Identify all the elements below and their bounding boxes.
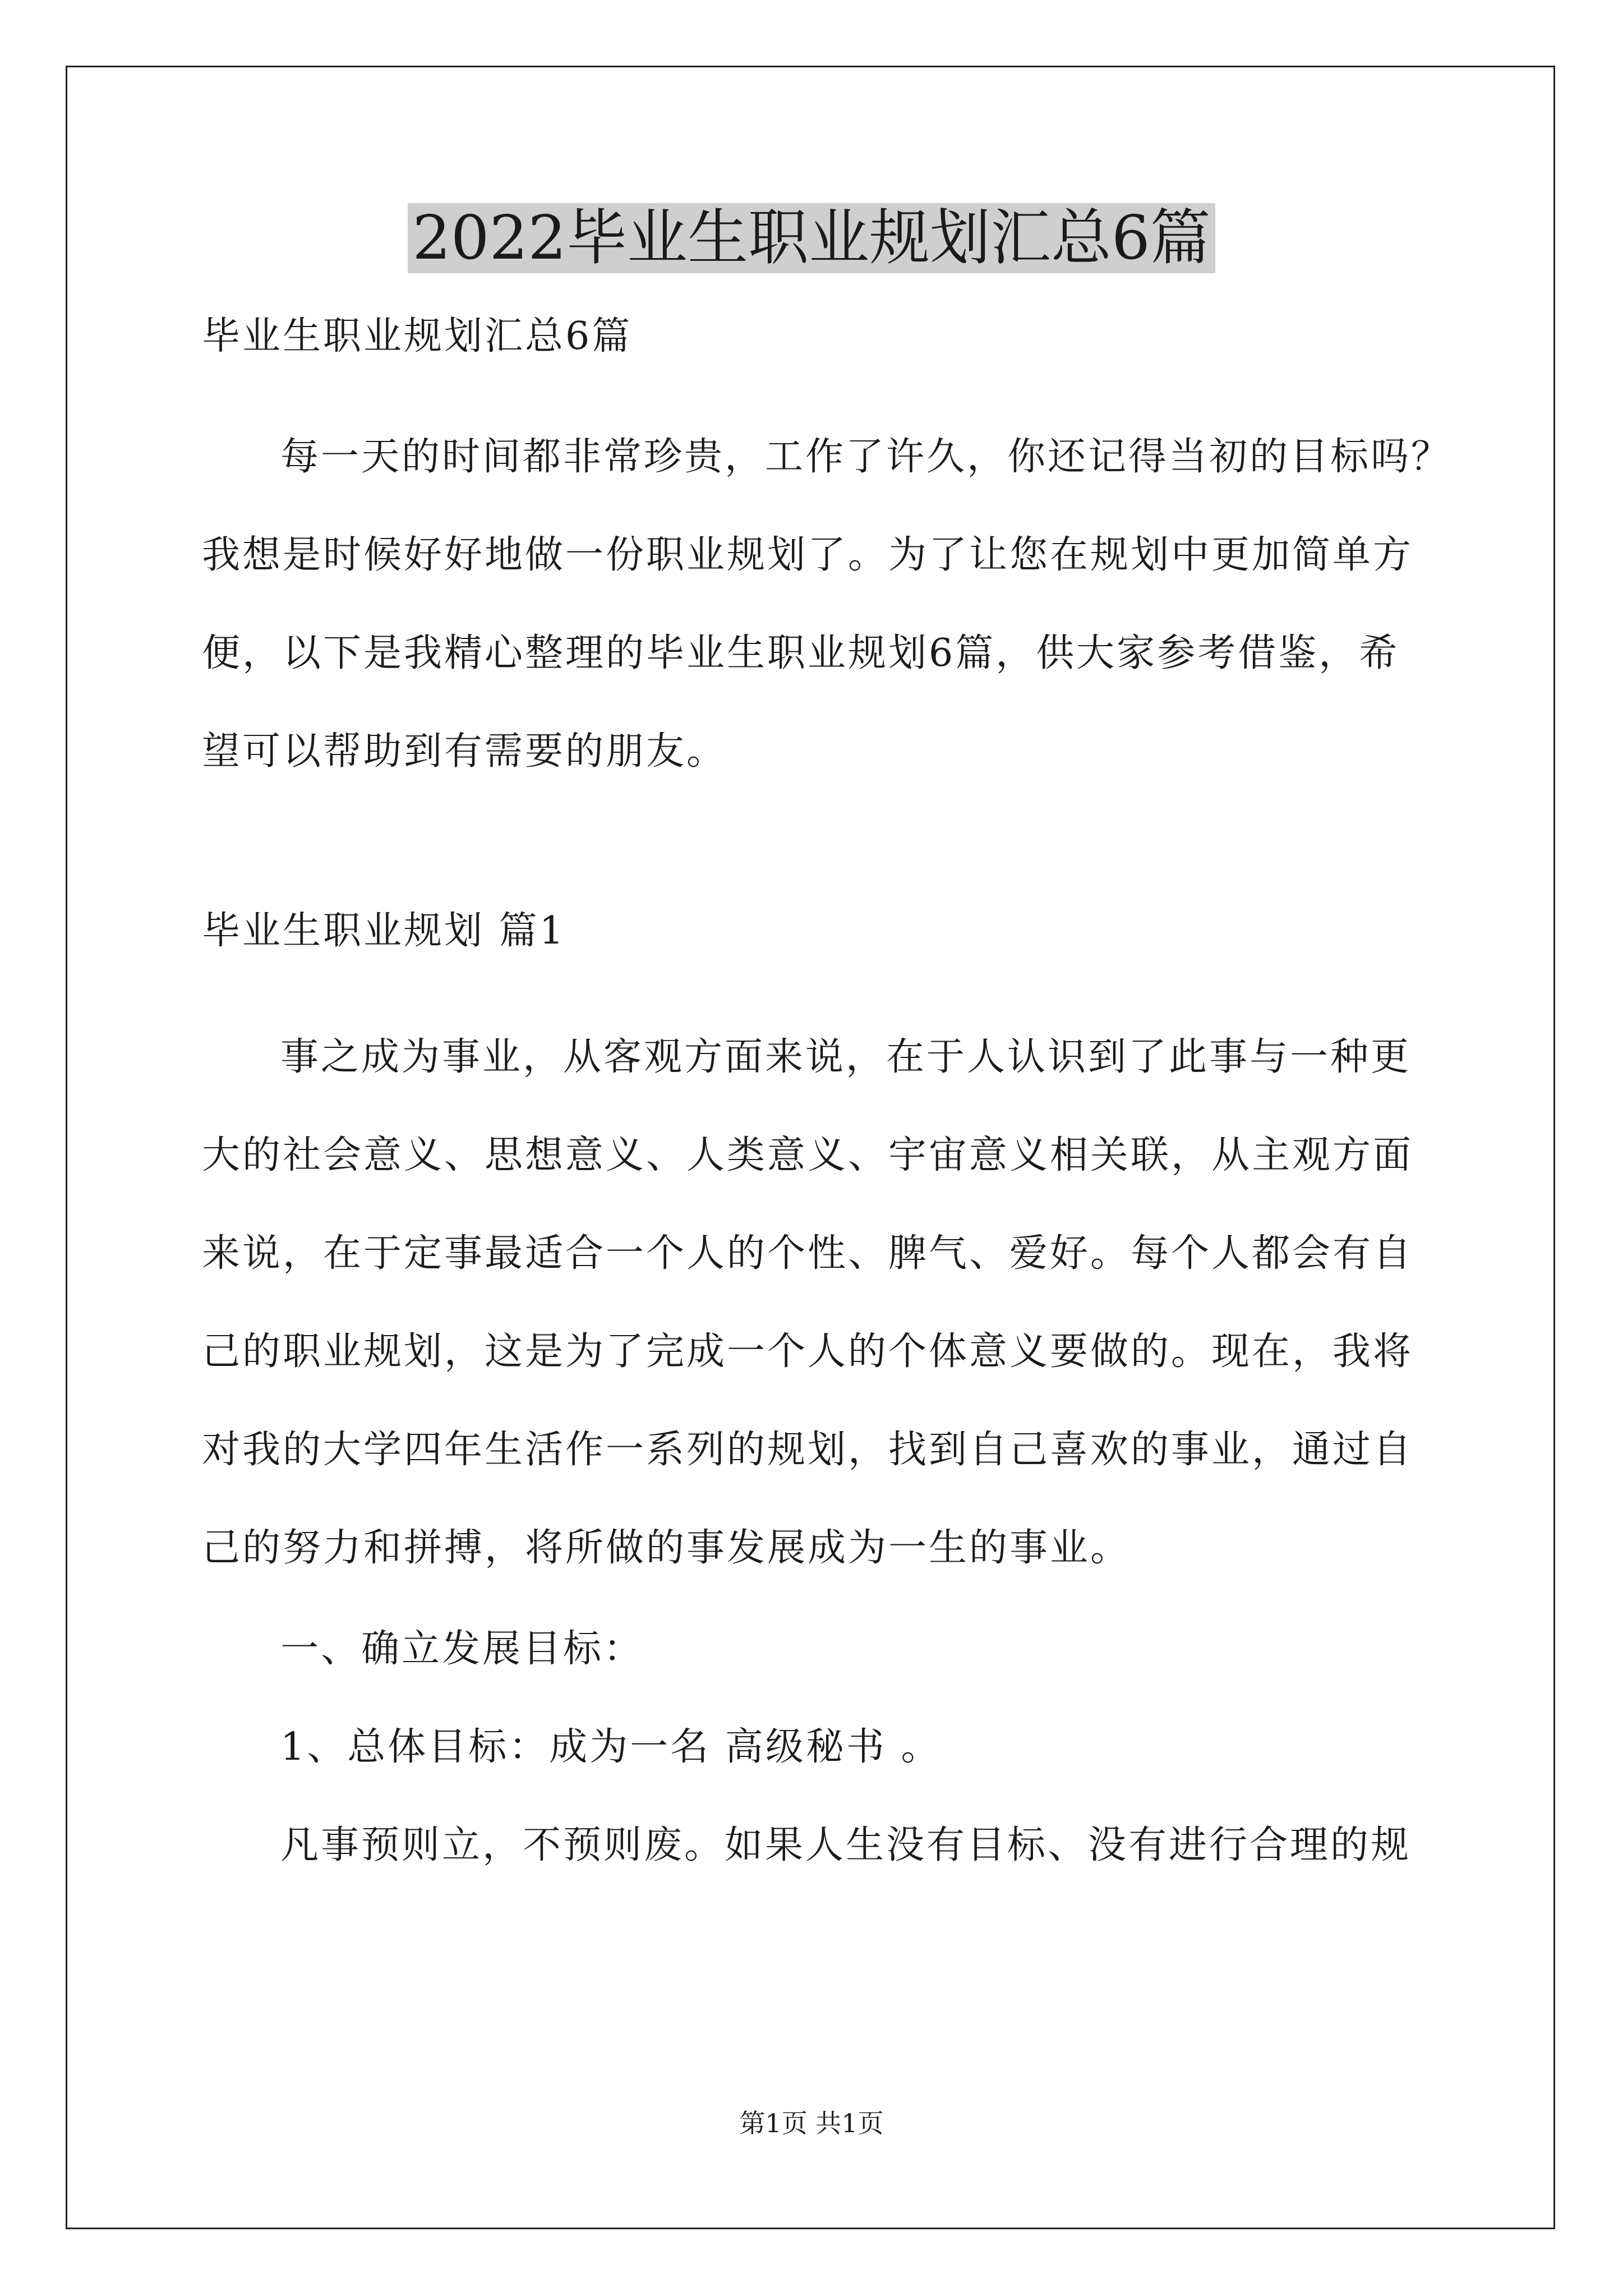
document-subtitle: 毕业生职业规划汇总6篇 (202, 314, 633, 358)
body-line-6: 己的努力和拼搏，将所做的事发展成为一生的事业。 (202, 1526, 1131, 1570)
body-line-1: 事之成为事业，从客观方面来说，在于人认识到了此事与一种更 (280, 1035, 1412, 1079)
document-title (0, 196, 1623, 280)
intro-line-2: 我想是时候好好地做一份职业规划了。为了让您在规划中更加简单方 (202, 533, 1414, 577)
body-line-4: 己的职业规划，这是为了完成一个人的个体意义要做的。现在，我将 (202, 1329, 1414, 1374)
body-line-2: 大的社会意义、思想意义、人类意义、宇宙意义相关联，从主观方面 (202, 1133, 1414, 1177)
section-heading: 毕业生职业规划 篇1 (202, 909, 566, 953)
goal-item: 1、总体目标：成为一名 高级秘书 。 (280, 1725, 942, 1769)
page-footer: 第1页 共1页 (739, 2108, 884, 2138)
intro-line-3: 便，以下是我精心整理的毕业生职业规划6篇，供大家参考借鉴，希 (202, 631, 1400, 675)
document-title-text: 2022毕业生职业规划汇总6篇 (408, 203, 1215, 273)
body-line-3: 来说，在于定事最适合一个人的个性、脾气、爱好。每个人都会有自 (202, 1231, 1414, 1276)
body-line-5: 对我的大学四年生活作一系列的规划，找到自己喜欢的事业，通过自 (202, 1428, 1414, 1472)
goal-heading: 一、确立发展目标： (280, 1627, 644, 1671)
intro-line-1: 每一天的时间都非常珍贵，工作了许久，你还记得当初的目标吗？ (280, 435, 1452, 479)
intro-line-4: 望可以帮助到有需要的朋友。 (202, 729, 727, 774)
body-last-line: 凡事预则立，不预则废。如果人生没有目标、没有进行合理的规 (280, 1823, 1412, 1867)
